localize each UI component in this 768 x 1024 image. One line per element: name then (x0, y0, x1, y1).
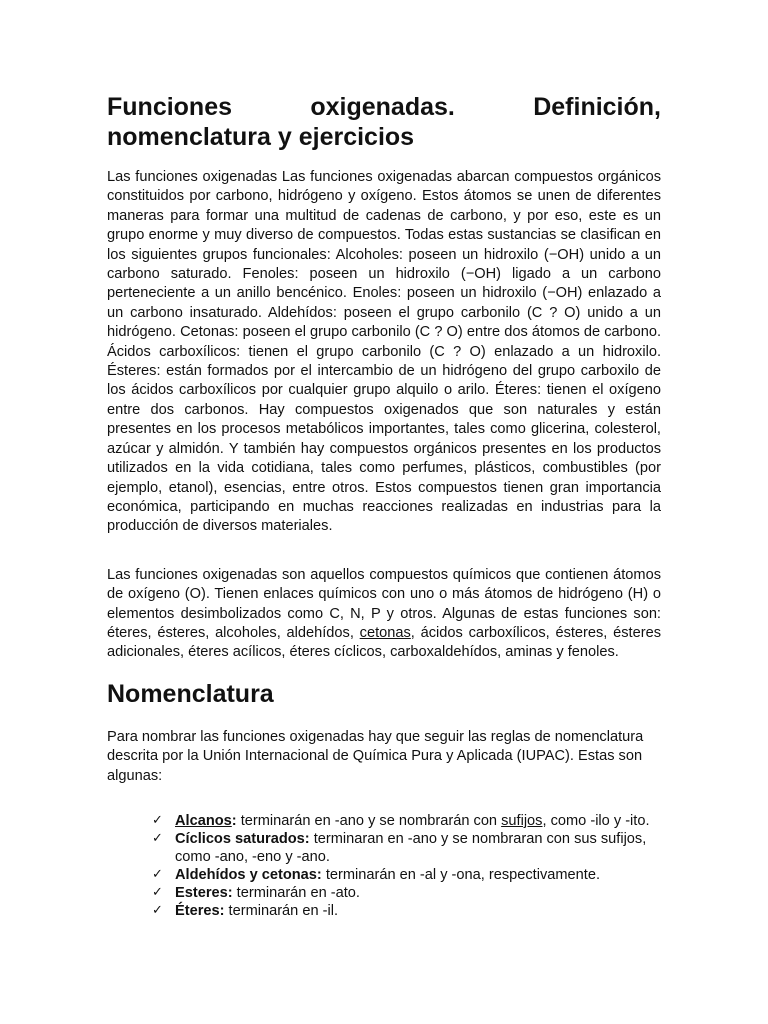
list-item (150, 812, 661, 830)
list-item-colon: : (231, 812, 237, 829)
intro-paragraph: Las funciones oxigenadas Las funciones oxigenadas abarcan compuestos orgánicos constituidos por carbono, hidrógeno y oxígeno. Estos átomos se unen de diferentes maneras para formar una multitud de cadenas de carbono, y por eso, este es un grupo enorme y muy diverso de compuestos. Todas estas sustancias se clasifican en los siguientes grupos funcionales: Alcoholes: poseen un hidroxilo (−OH) unido a un carbono saturado. Fenoles: poseen un hidroxilo (−OH) ligado a un carbono perteneciente a un anillo bencénico. Enoles: poseen un hidroxilo (−OH) enlazado a un carbono insaturado. Aldehídos: poseen el grupo carbonilo (C ? O) unido a un hidrógeno. Cetonas: poseen el grupo carbonilo (C ? O) entre dos átomos de carbono. Ácidos carboxílicos: tienen el grupo carbonilo (C ? O) enlazado a un hidroxilo. Ésteres: están formados por el intercambio de un hidrógeno del grupo carboxilo de los ácidos carboxílicos por cualquier grupo alquilo o arilo. Éteres: tienen el oxígeno entre dos carbonos. Hay compuestos oxigenados que son naturales y están presentes en los procesos metabólicos importantes, tales como glicerina, colesterol, azúcar y almidón. Y también hay compuestos orgánicos presentes en los productos utilizados en la vida cotidiana, tales como perfumes, plásticos, combustibles (por ejemplo, etanol), esencias, entre otros. Estos compuestos tienen gran importancia económica, participando en muchas reacciones realizadas en industrias para la producción de diversos materiales. (107, 169, 661, 535)
list-item-text: terminarán en -ano y se nombrarán con (236, 812, 502, 829)
check-icon: ✓ (152, 830, 163, 846)
list-item (150, 902, 661, 920)
page-title-line2: nomenclatura y ejercicios (107, 123, 415, 151)
list-item-term: Esteres: (175, 884, 233, 901)
page-title-line1: Funciones oxigenadas. Definición, (107, 93, 661, 121)
list-item-text: terminarán en -il. (224, 902, 339, 919)
list-item-term: Aldehídos y cetonas: (175, 866, 322, 883)
list-item (150, 866, 661, 884)
document-page (107, 92, 661, 920)
definition-text-2: , ácidos carboxílicos, ésteres, ésteres adicionales, éteres acílicos, éteres cíclicos, carboxaldehídos, aminas y fenoles. (107, 624, 661, 661)
list-item-text: terminarán en -ato. (232, 884, 360, 901)
sufijos-link[interactable]: sufijos (501, 812, 543, 829)
list-item-text-end: , como -ilo y -ito. (542, 812, 650, 829)
list-item-text: terminarán en -al y -ona, respectivamente. (321, 866, 601, 883)
cetonas-link[interactable]: cetonas (359, 624, 411, 641)
list-item-text: terminaran en -ano y se nombraran con sus sufijos, como -ano, -eno y -ano. (175, 830, 647, 865)
check-icon: ✓ (152, 902, 163, 918)
check-icon: ✓ (152, 866, 163, 882)
list-item (150, 830, 661, 866)
definition-text-1: Las funciones oxigenadas son aquellos compuestos químicos que contienen átomos de oxígeno (O). Tienen enlaces químicos con uno o más átomos de hidrógeno (H) o elementos desimbolizados como C, N, P y otros. Algunas de estas funciones son: éteres, ésteres, alcoholes, aldehídos, (107, 566, 661, 641)
definition-paragraph (107, 566, 661, 663)
nomenclature-rules-list (107, 812, 661, 920)
nomenclature-paragraph: Para nombrar las funciones oxigenadas hay que seguir las reglas de nomenclatura descrita por la Unión Internacional de Química Pura y Aplicada (IUPAC). Estas son algunas: (107, 728, 644, 784)
list-item-term: Éteres: (175, 902, 225, 919)
check-icon: ✓ (152, 812, 163, 828)
list-item-term: Cíclicos saturados: (175, 830, 310, 847)
list-item-term: Alcanos (175, 812, 232, 829)
check-icon: ✓ (152, 884, 163, 900)
page-title (107, 92, 661, 152)
list-item (150, 884, 661, 902)
section-heading-nomenclatura: Nomenclatura (107, 679, 274, 708)
